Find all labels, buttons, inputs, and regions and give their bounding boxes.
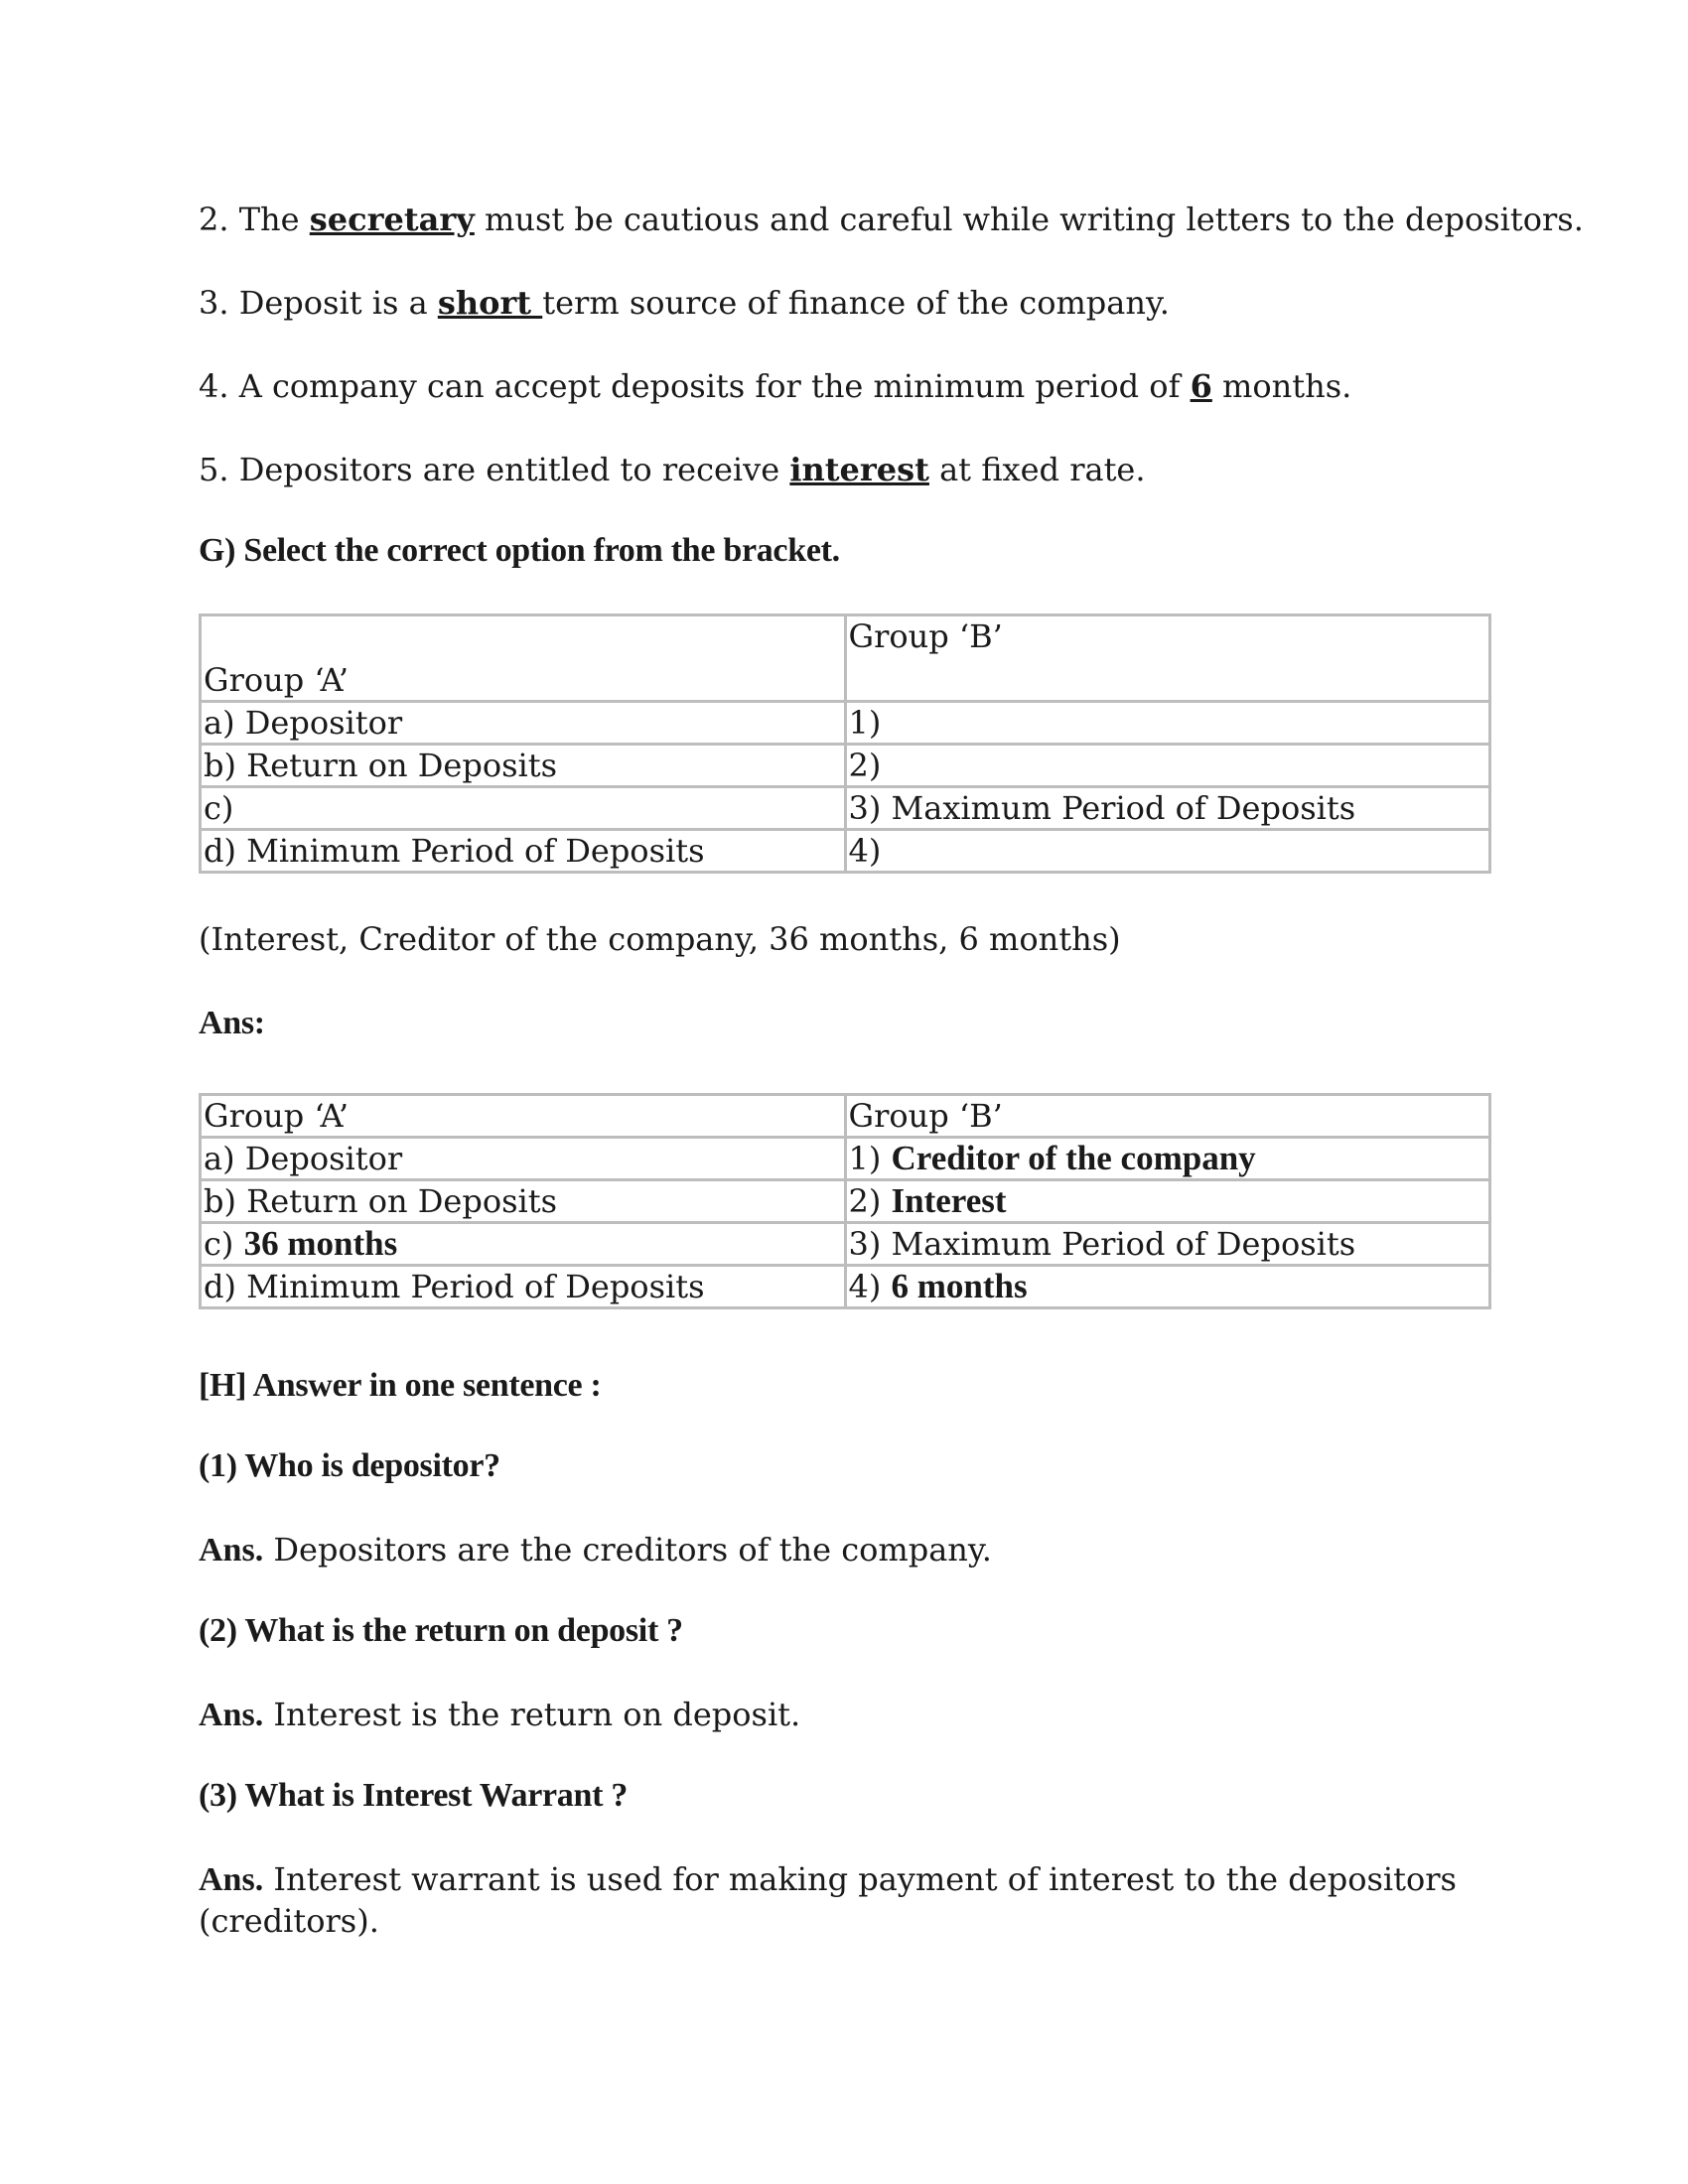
question-2: (2) What is the return on deposit ? [199, 1612, 683, 1649]
table-row [201, 1266, 1490, 1308]
column-header-group-a: Group ‘A’ [201, 615, 846, 702]
table-cell [201, 1223, 846, 1266]
blank-item-5 [199, 449, 1509, 490]
column-header-group-b: Group ‘B’ [845, 1095, 1490, 1138]
table-cell: 2) [845, 745, 1490, 787]
options-bracket: (Interest, Creditor of the company, 36 months, 6 months) [199, 920, 1121, 958]
blank-item-2 [199, 199, 1584, 240]
table-cell: b) Return on Deposits [201, 745, 846, 787]
cell-answer: 6 months [891, 1267, 1028, 1305]
cell-text: 4) [848, 1268, 892, 1305]
answer-1 [199, 1529, 1509, 1571]
table-row [201, 1138, 1490, 1180]
blank-item-text: 5. Depositors are entitled to receive [199, 451, 790, 488]
blank-item-text: months. [1211, 367, 1352, 405]
answer-text: Interest warrant is used for making payment of interest to the depositors [263, 1860, 1457, 1898]
blank-item-3 [199, 282, 1509, 324]
blank-answer: interest [789, 451, 929, 488]
blank-answer: 6 [1190, 367, 1212, 405]
match-answer-table [199, 1093, 1491, 1309]
answer-3-continuation: (creditors). [199, 1902, 379, 1940]
cell-text: c) [204, 1225, 244, 1263]
section-g-heading: G) Select the correct option from the bracket. [199, 532, 840, 569]
cell-answer: 36 months [243, 1224, 398, 1263]
table-row [201, 745, 1490, 787]
cell-answer: Creditor of the company [891, 1139, 1256, 1177]
cell-text: a) Depositor [204, 1140, 403, 1177]
cell-text: b) Return on Deposits [204, 1182, 558, 1220]
table-cell [201, 1266, 846, 1308]
table-row [201, 1223, 1490, 1266]
cell-text: 2) [848, 1182, 892, 1220]
blank-item-text: 2. The [199, 201, 310, 238]
answer-text: Depositors are the creditors of the company. [263, 1531, 992, 1569]
table-row [201, 787, 1490, 830]
blank-item-text: must be cautious and careful while writing letters to the depositors. [474, 201, 1584, 238]
table-row [201, 1180, 1490, 1223]
table-cell [201, 1180, 846, 1223]
cell-text: 1) [848, 1140, 892, 1177]
ans-label: Ans. [199, 1697, 264, 1733]
cell-text: 3) Maximum Period of Deposits [848, 1225, 1356, 1263]
blank-answer: secretary [309, 201, 475, 238]
cell-text: d) Minimum Period of Deposits [204, 1268, 705, 1305]
table-cell: 3) Maximum Period of Deposits [845, 787, 1490, 830]
answer-2 [199, 1694, 1509, 1736]
table-row [201, 830, 1490, 873]
table-cell: c) [201, 787, 846, 830]
column-header-group-a: Group ‘A’ [201, 1095, 846, 1138]
ans-label: Ans. [199, 1532, 264, 1569]
table-cell: 4) [845, 830, 1490, 873]
table-cell: 1) [845, 702, 1490, 745]
answer-label: Ans: [199, 1005, 265, 1041]
table-cell [845, 1266, 1490, 1308]
blank-answer: short [437, 284, 543, 322]
blank-item-text: at fixed rate. [928, 451, 1146, 488]
column-header-group-b: Group ‘B’ [845, 615, 1490, 702]
table-header-row [201, 1095, 1490, 1138]
blank-item-4 [199, 365, 1509, 407]
answer-text: Interest is the return on deposit. [263, 1696, 801, 1733]
answer-3 [199, 1858, 1509, 1901]
table-cell [845, 1138, 1490, 1180]
table-cell [845, 1223, 1490, 1266]
table-cell: d) Minimum Period of Deposits [201, 830, 846, 873]
ans-label: Ans. [199, 1861, 264, 1898]
question-1: (1) Who is depositor? [199, 1447, 500, 1484]
table-cell [845, 1180, 1490, 1223]
section-h-heading: [H] Answer in one sentence : [199, 1367, 602, 1404]
table-cell [201, 1138, 846, 1180]
blank-item-text: 3. Deposit is a [199, 284, 438, 322]
table-row [201, 702, 1490, 745]
blank-item-text: 4. A company can accept deposits for the minimum period of [199, 367, 1191, 405]
match-question-table [199, 614, 1491, 874]
cell-answer: Interest [891, 1181, 1007, 1220]
question-3: (3) What is Interest Warrant ? [199, 1777, 629, 1814]
table-cell: a) Depositor [201, 702, 846, 745]
table-header-row [201, 615, 1490, 702]
blank-item-text: term source of finance of the company. [542, 284, 1170, 322]
